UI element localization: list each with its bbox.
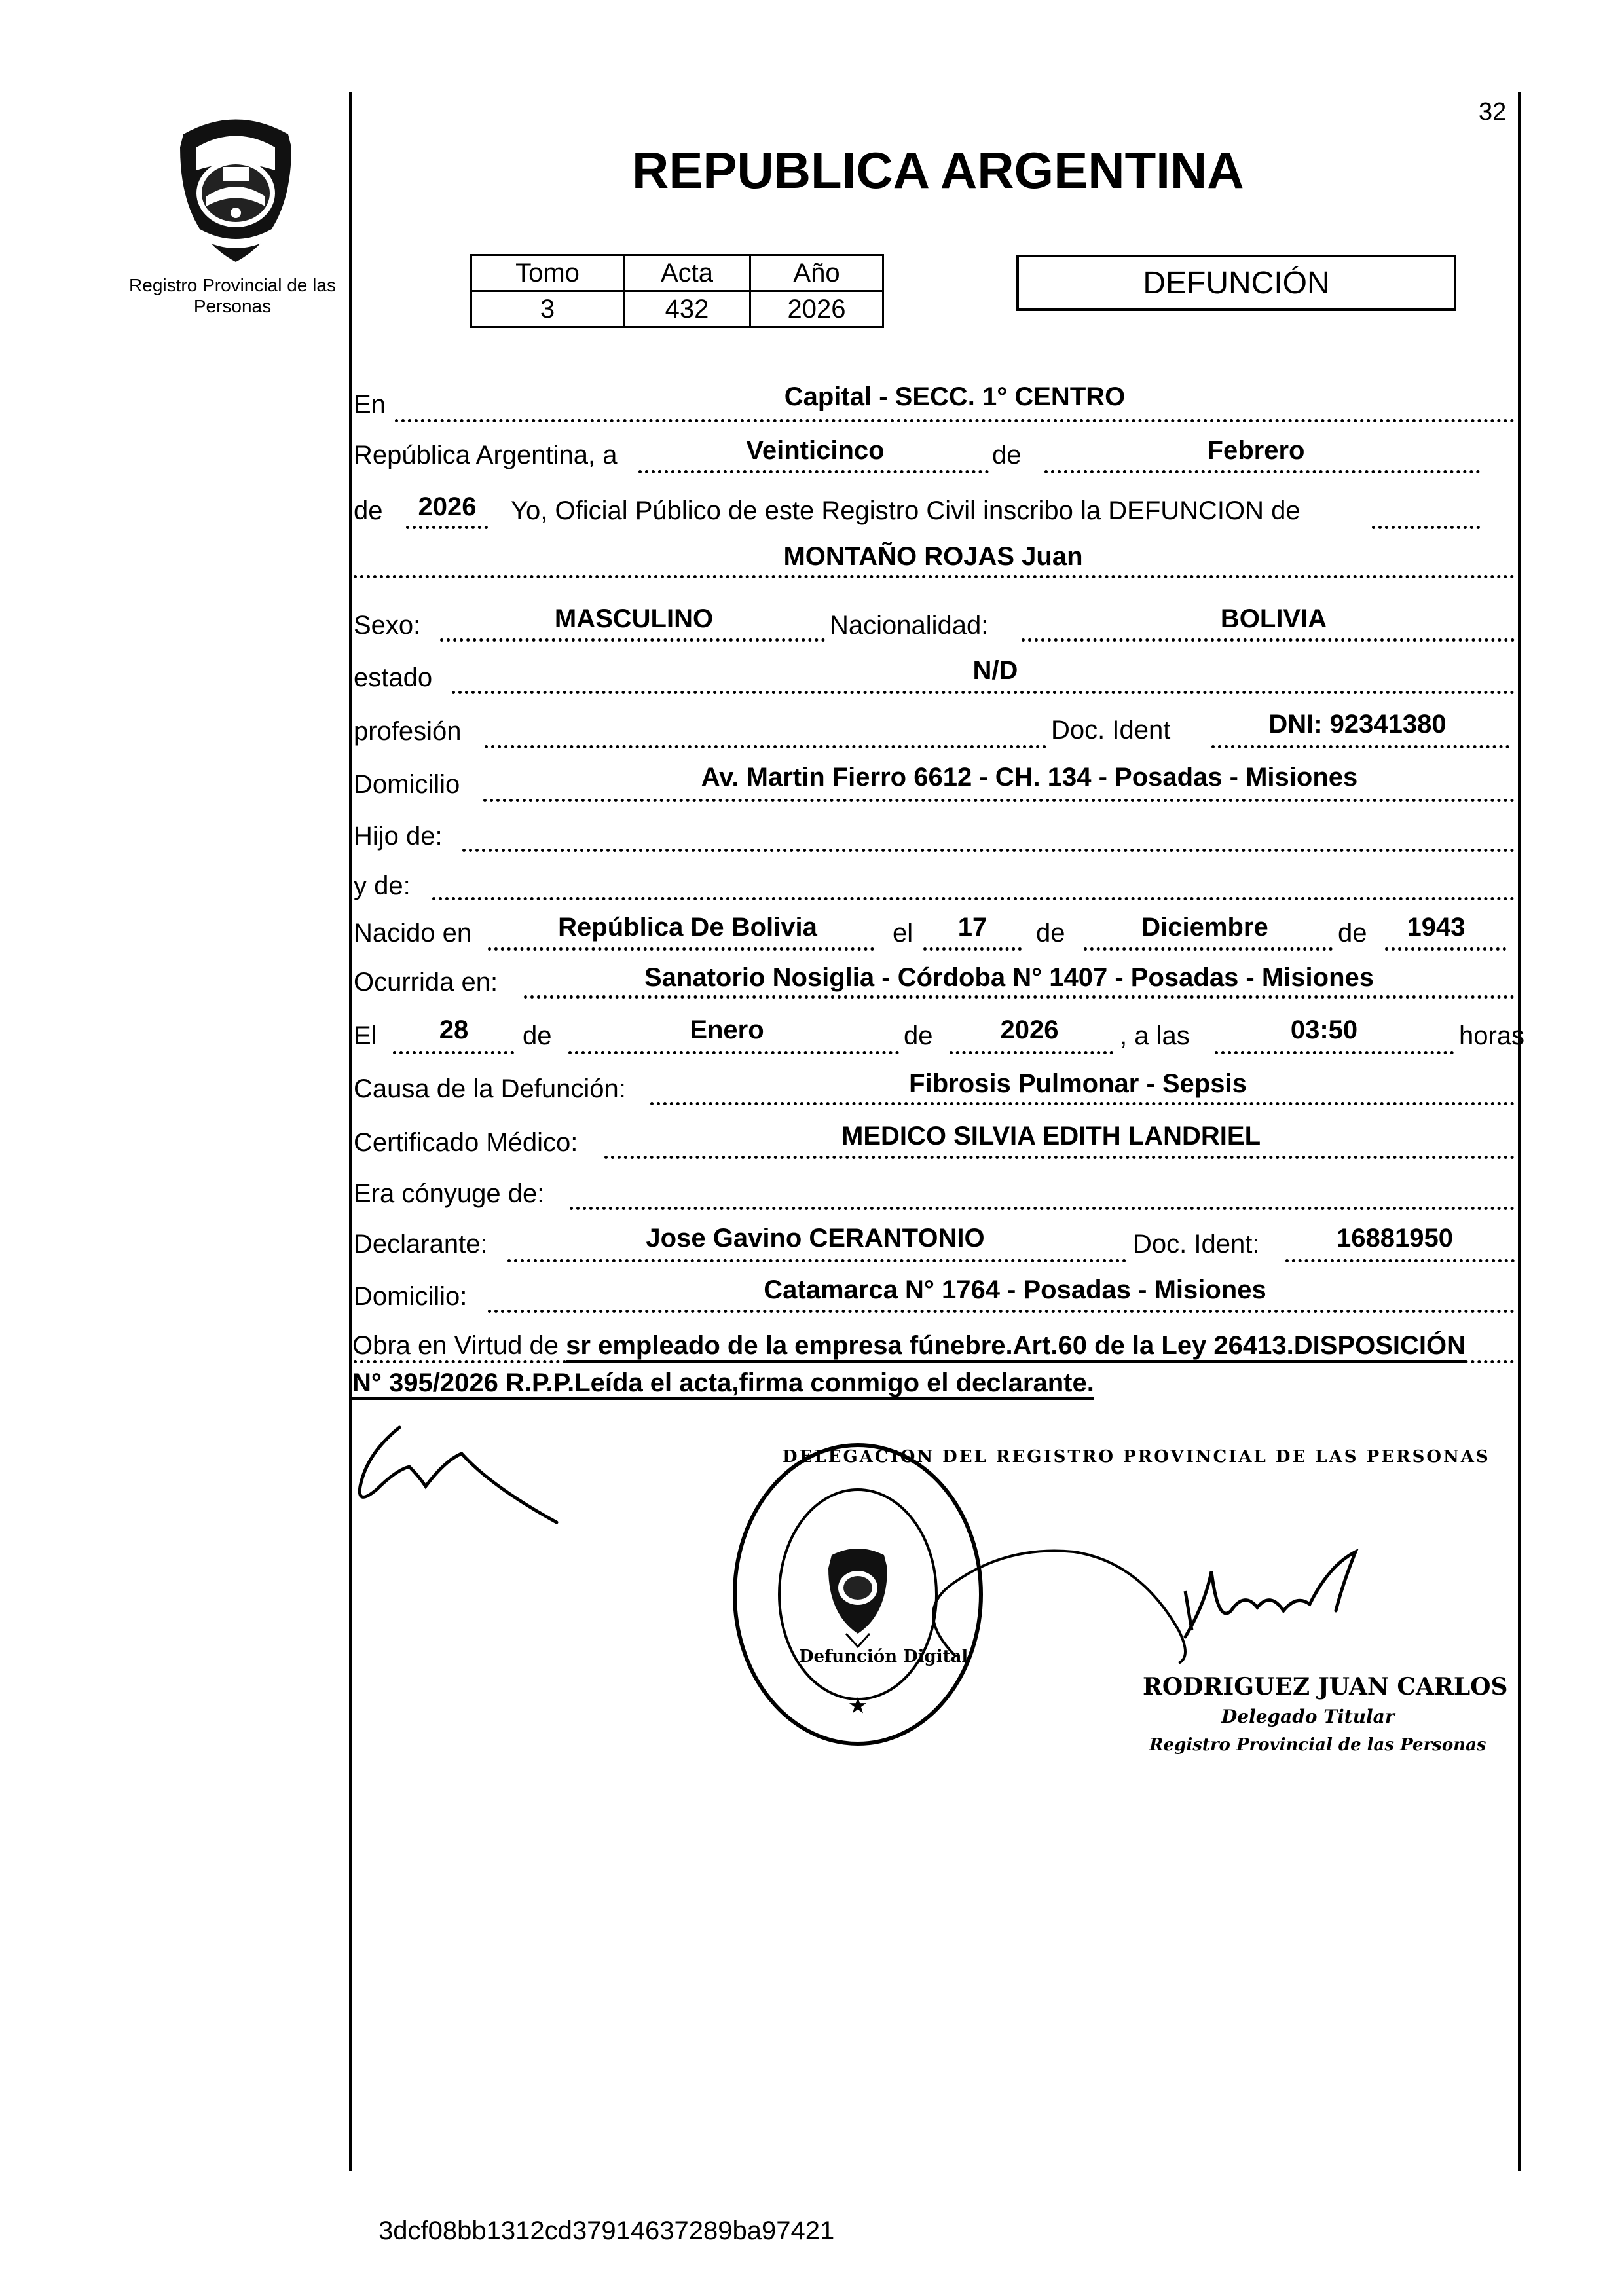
dotted-line xyxy=(1285,1259,1515,1262)
acta-label: Acta xyxy=(624,255,750,291)
causa-value: Fibrosis Pulmonar - Sepsis xyxy=(909,1069,1247,1098)
sexo-label: Sexo: xyxy=(354,611,421,640)
declarante-value: Jose Gavino CERANTONIO xyxy=(646,1224,985,1253)
dotted-line xyxy=(485,745,1046,748)
dotted-line xyxy=(1372,526,1480,529)
record-type-box: DEFUNCIÓN xyxy=(1016,255,1456,311)
de-label: de xyxy=(1338,919,1367,947)
page-number: 32 xyxy=(1479,98,1507,126)
declarante-domicilio-value: Catamarca N° 1764 - Posadas - Misiones xyxy=(764,1276,1266,1304)
dotted-line xyxy=(440,638,825,642)
acta-value: 432 xyxy=(624,291,750,327)
dotted-line xyxy=(395,419,1515,422)
doc-ident-label: Doc. Ident xyxy=(1051,716,1171,744)
el-upper-label: El xyxy=(354,1021,377,1050)
ocurrida-en-value: Sanatorio Nosiglia - Córdoba N° 1407 - Posadas - Misiones xyxy=(644,963,1375,992)
page-title: REPUBLICA ARGENTINA xyxy=(632,141,1244,199)
document-hash: 3dcf08bb1312cd37914637289ba97421 xyxy=(378,2216,835,2245)
horas-label: horas xyxy=(1459,1021,1525,1050)
de-label: de xyxy=(992,441,1022,469)
anio-value: 2026 xyxy=(750,291,883,327)
year-value: 2026 xyxy=(418,492,477,521)
birth-day-value: 17 xyxy=(957,913,987,942)
death-year-value: 2026 xyxy=(1000,1016,1059,1044)
official-signature-icon xyxy=(904,1441,1480,1689)
obra-text-2: N° 395/2026 R.P.P.Leída el acta,firma conmigo el declarante. xyxy=(352,1368,1094,1400)
day-value: Veinticinco xyxy=(746,436,885,465)
estado-label: estado xyxy=(354,663,433,692)
dotted-line xyxy=(604,1156,1515,1159)
birth-month-value: Diciembre xyxy=(1141,913,1268,942)
obra-text-1: sr empleado de la empresa fúnebre.Art.60 de la Ley 26413.DISPOSICIÓN xyxy=(566,1331,1466,1363)
right-border-line xyxy=(1518,92,1521,2171)
dotted-line xyxy=(488,947,874,951)
el-label: el xyxy=(893,919,913,947)
certificado-label: Certificado Médico: xyxy=(354,1128,578,1157)
dotted-line xyxy=(393,1051,514,1054)
dotted-line xyxy=(354,575,1515,578)
dotted-line xyxy=(1385,947,1506,951)
causa-label: Causa de la Defunción: xyxy=(354,1074,626,1103)
en-label: En xyxy=(354,390,386,419)
dotted-line xyxy=(638,470,989,473)
nacido-en-value: República De Bolivia xyxy=(558,913,817,942)
republica-label: República Argentina, a xyxy=(354,441,618,469)
stamp-inner-text: Defunción Digital xyxy=(799,1647,969,1666)
doc-value: DNI: 92341380 xyxy=(1268,710,1447,739)
obra-line-1 xyxy=(352,1332,1466,1359)
declarante-label: Declarante: xyxy=(354,1230,488,1258)
dotted-line xyxy=(568,1051,899,1054)
dotted-line xyxy=(570,1207,1515,1210)
sexo-value: MASCULINO xyxy=(554,604,714,633)
left-border-line xyxy=(349,92,352,2171)
obra-line-2 xyxy=(352,1370,1094,1396)
obra-prefix: Obra en Virtud de xyxy=(352,1331,559,1360)
domicilio-value: Av. Martin Fierro 6612 - CH. 134 - Posadas - Misiones xyxy=(701,763,1358,792)
death-hour-value: 03:50 xyxy=(1290,1016,1358,1044)
province-seal-icon xyxy=(160,108,311,265)
hijo-de-label: Hijo de: xyxy=(354,822,443,851)
de-label: de xyxy=(904,1021,933,1050)
dotted-line xyxy=(507,1259,1126,1262)
dotted-line xyxy=(1211,745,1509,748)
nacionalidad-label: Nacionalidad: xyxy=(830,611,989,640)
de-year-label: de xyxy=(354,496,383,525)
official-role: Delegado Titular xyxy=(1221,1706,1395,1727)
dotted-line xyxy=(1022,638,1515,642)
nacido-en-label: Nacido en xyxy=(354,919,472,947)
domicilio2-label: Domicilio: xyxy=(354,1282,468,1311)
official-statement: Yo, Oficial Público de este Registro Civil inscribo la DEFUNCION de xyxy=(511,496,1301,525)
a-las-label: , a las xyxy=(1120,1021,1190,1050)
dotted-line xyxy=(950,1051,1113,1054)
de-label: de xyxy=(1036,919,1065,947)
place-value: Capital - SECC. 1° CENTRO xyxy=(784,382,1126,411)
dotted-line xyxy=(462,849,1515,852)
profesion-label: profesión xyxy=(354,717,462,746)
death-month-value: Enero xyxy=(690,1016,764,1044)
y-de-label: y de: xyxy=(354,872,411,900)
domicilio-label: Domicilio xyxy=(354,770,460,799)
dotted-line xyxy=(432,897,1515,900)
dotted-line xyxy=(923,947,1022,951)
dotted-line xyxy=(1084,947,1333,951)
dotted-line xyxy=(650,1102,1515,1105)
de-label: de xyxy=(523,1021,552,1050)
dotted-line xyxy=(483,799,1515,802)
dotted-line xyxy=(488,1310,1515,1313)
dotted-line xyxy=(1215,1051,1454,1054)
certificado-value: MEDICO SILVIA EDITH LANDRIEL xyxy=(841,1122,1261,1150)
ocurrida-en-label: Ocurrida en: xyxy=(354,968,498,997)
dotted-line xyxy=(1044,470,1480,473)
dotted-line xyxy=(354,1360,1515,1363)
doc-ident-label: Doc. Ident: xyxy=(1133,1230,1260,1258)
dotted-line xyxy=(406,526,488,529)
death-day-value: 28 xyxy=(439,1016,469,1044)
dotted-line xyxy=(524,995,1515,999)
deceased-name: MONTAÑO ROJAS Juan xyxy=(783,542,1083,571)
declarant-signature-icon xyxy=(347,1414,570,1539)
stamp-outer-text: DELEGACION DEL REGISTRO PROVINCIAL DE LAS PERSONAS xyxy=(783,1447,1490,1467)
tomo-value: 3 xyxy=(471,291,624,327)
nacionalidad-value: BOLIVIA xyxy=(1220,604,1327,633)
conyuge-label: Era cónyuge de: xyxy=(354,1179,545,1208)
registry-name: Registro Provincial de las Personas xyxy=(129,275,336,317)
estado-value: N/D xyxy=(972,656,1018,685)
svg-text:★: ★ xyxy=(849,1695,867,1717)
official-name: RODRIGUEZ JUAN CARLOS xyxy=(1143,1673,1508,1700)
record-table xyxy=(470,254,884,328)
tomo-label: Tomo xyxy=(471,255,624,291)
month-value: Febrero xyxy=(1207,436,1305,465)
anio-label: Año xyxy=(750,255,883,291)
official-office: Registro Provincial de las Personas xyxy=(1149,1735,1486,1755)
birth-year-value: 1943 xyxy=(1407,913,1466,942)
dotted-line xyxy=(452,691,1515,694)
declarante-doc-value: 16881950 xyxy=(1337,1224,1453,1253)
